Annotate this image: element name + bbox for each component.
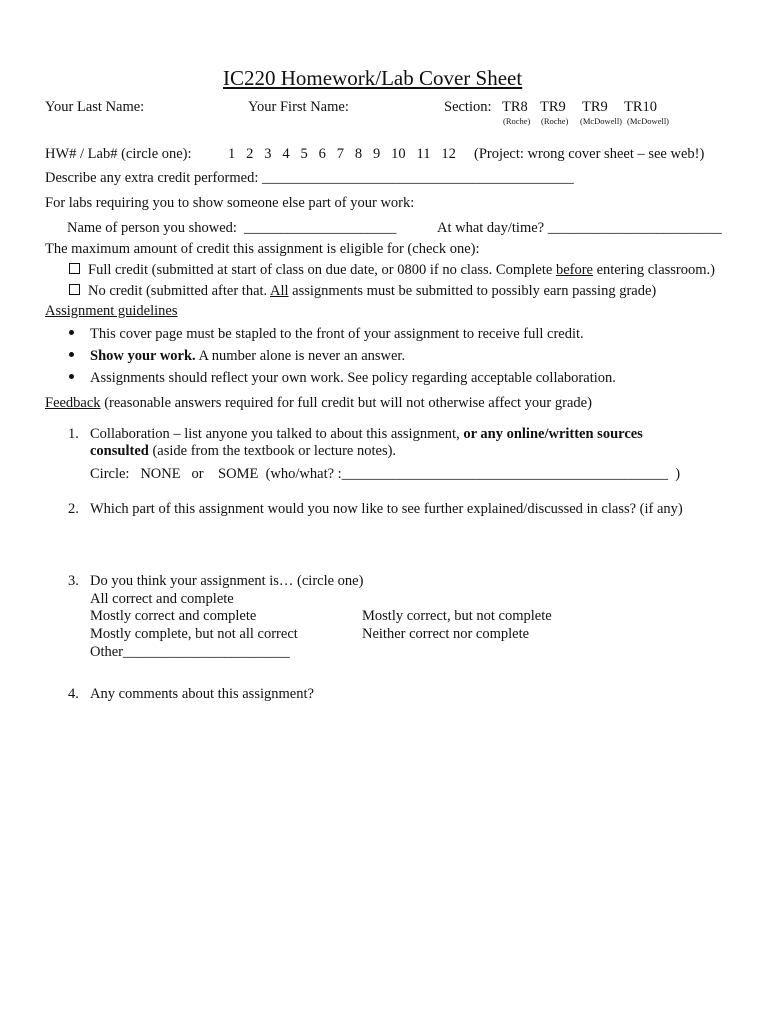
guidelines-heading: Assignment guidelines <box>45 303 178 319</box>
bullet-icon <box>69 352 74 357</box>
question-number: 3. <box>68 573 79 589</box>
option-mostly-correct-not-complete[interactable]: Mostly correct, but not complete <box>362 608 552 624</box>
last-name-label: Your Last Name: <box>45 99 145 115</box>
section-instructor: (McDowell) <box>580 116 623 126</box>
day-time-field[interactable]: At what day/time? ________________________ <box>437 220 722 236</box>
question-2-text: Which part of this assignment would you now like to see further explained/discussed in class? (if any) <box>90 501 683 517</box>
question-number: 2. <box>68 501 79 517</box>
section-label: Section: <box>444 99 492 115</box>
section-option[interactable]: TR9 <box>582 99 608 115</box>
question-4-text: Any comments about this assignment? <box>90 686 314 702</box>
question-number: 4. <box>68 686 79 702</box>
checkbox-icon[interactable] <box>69 284 80 295</box>
list-item: Assignments should reflect your own work. See policy regarding acceptable collaboration. <box>69 370 616 387</box>
hw-numbers[interactable]: 1 2 3 4 5 6 7 8 9 10 11 12 <box>228 146 456 162</box>
option-other[interactable]: Other_______________________ <box>90 644 290 660</box>
option-neither[interactable]: Neither correct nor complete <box>362 626 530 642</box>
feedback-heading: Feedback (reasonable answers required for full credit but will not otherwise affect your grade) <box>45 395 592 411</box>
extra-credit-field[interactable]: Describe any extra credit performed: ___________________________________________ <box>45 170 574 186</box>
bullet-icon <box>69 330 74 335</box>
full-credit-option[interactable]: Full credit (submitted at start of class on due date, or 0800 if no class. Complete before entering classroom.) <box>69 262 715 279</box>
project-note: (Project: wrong cover sheet – see web!) <box>474 146 705 162</box>
option-mostly-correct-complete[interactable]: Mostly correct and complete <box>90 608 257 624</box>
section-instructor: (Roche) <box>503 116 531 126</box>
option-mostly-complete[interactable]: Mostly complete, but not all correct <box>90 626 298 642</box>
credit-intro: The maximum amount of credit this assignment is eligible for (check one): <box>45 241 480 257</box>
hw-label: HW# / Lab# (circle one): <box>45 146 192 162</box>
question-3-text: Do you think your assignment is… (circle one) <box>90 573 364 589</box>
page-title: IC220 Homework/Lab Cover Sheet <box>223 66 523 90</box>
collaboration-circle-field[interactable]: Circle: NONE or SOME (who/what? :_____________________________________________ ) <box>90 466 681 482</box>
list-item: This cover page must be stapled to the front of your assignment to receive full credit. <box>69 326 584 343</box>
section-instructor: (Roche) <box>541 116 569 126</box>
question-1-text-cont: consulted (aside from the textbook or lecture notes). <box>90 443 397 459</box>
labs-show-label: For labs requiring you to show someone else part of your work: <box>45 195 415 211</box>
section-option[interactable]: TR9 <box>540 99 566 115</box>
list-item: Show your work. A number alone is never an answer. <box>69 348 405 365</box>
no-credit-option[interactable]: No credit (submitted after that. All assignments must be submitted to possibly earn passing grade) <box>69 283 656 300</box>
section-option[interactable]: TR10 <box>624 99 658 115</box>
option-all-correct[interactable]: All correct and complete <box>90 591 234 607</box>
bullet-icon <box>69 374 74 379</box>
first-name-label: Your First Name: <box>248 99 349 115</box>
person-field[interactable]: Name of person you showed: _____________________ <box>67 220 397 236</box>
checkbox-icon[interactable] <box>69 263 80 274</box>
question-number: 1. <box>68 426 79 442</box>
section-option[interactable]: TR8 <box>502 99 528 115</box>
question-1-text: Collaboration – list anyone you talked to about this assignment, or any online/written sources <box>90 426 643 442</box>
section-instructor: (McDowell) <box>627 116 670 126</box>
